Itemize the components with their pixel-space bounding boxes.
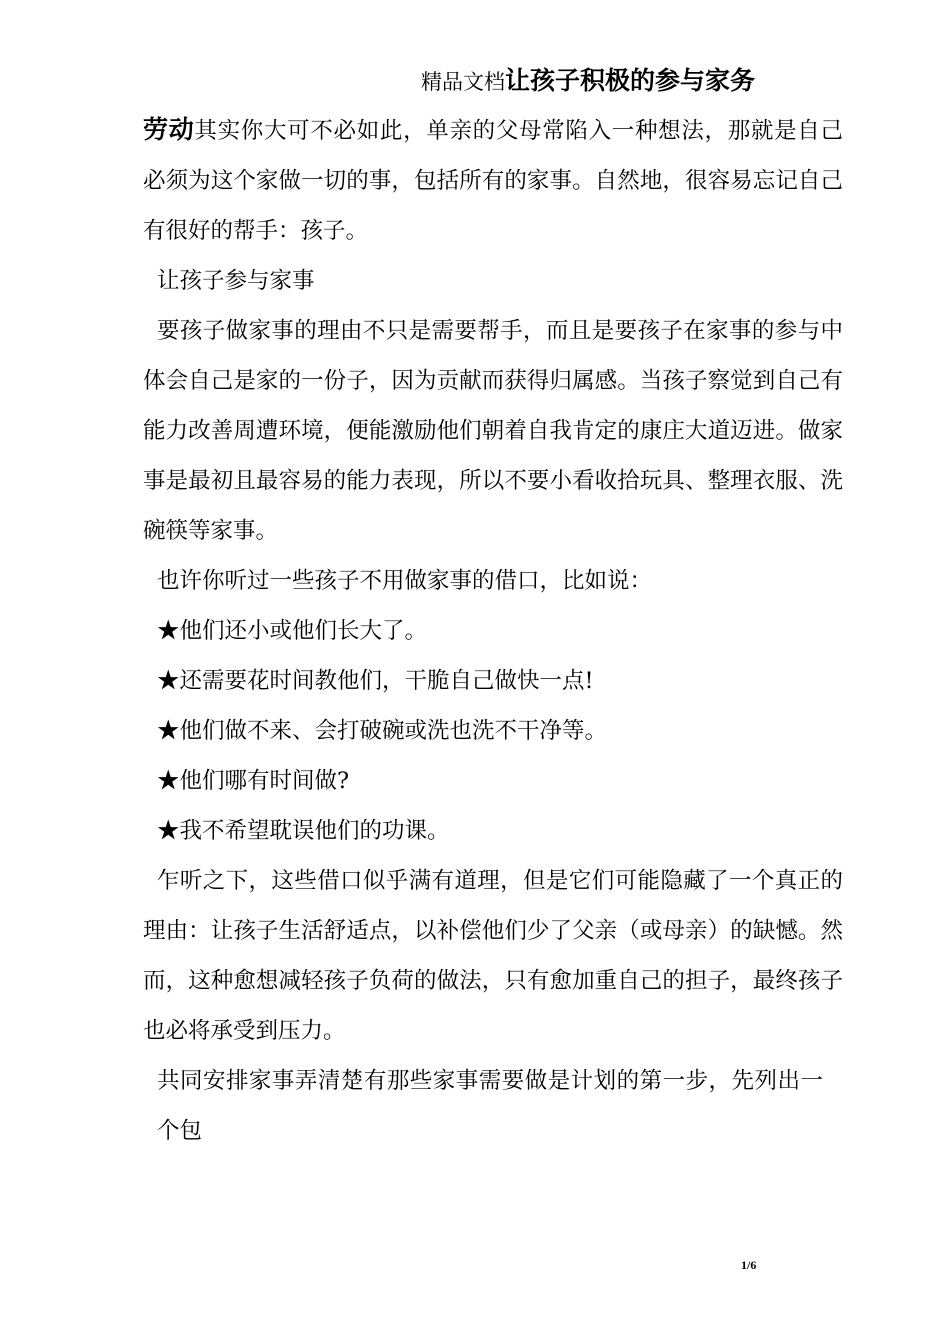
title-prefix: 精品文档	[421, 70, 505, 94]
paragraph-reasons	[143, 306, 843, 556]
page-number: 1/6	[741, 1258, 757, 1272]
list-item: ★他们哪有时间做?	[157, 768, 350, 794]
paragraph-reasons-text: 要孩子做家事的理由不只是需要帮手，而且是要孩子在家事的参与中体会自己是家的一份子，因为贡献而获得归属感。当孩子察觉到自己有能力改善周遭环境，便能激励他们朝着自我肯定的康庄大道迈进。做家事是最初且最容易的能力表现，所以不要小看收拾玩具、整理衣服、洗碗筷等家事。	[143, 318, 843, 544]
intro-text: 其实你大可不必如此，单亲的父母常陷入一种想法，那就是自己必须为这个家做一切的事，包括所有的家事。自然地，很容易忘记自己有很好的帮手：孩子。	[143, 118, 843, 244]
list-item: ★还需要花时间教他们，干脆自己做快一点!	[157, 668, 594, 694]
title-bold: 让孩子积极的参与家务	[505, 66, 756, 95]
intro-lead-bold: 劳动	[143, 115, 195, 144]
paragraph-hidden-reason	[143, 856, 843, 1056]
page-title	[143, 66, 843, 96]
section-heading: 让孩子参与家事	[157, 268, 315, 294]
paragraph-excuses-intro: 也许你听过一些孩子不用做家事的借口，比如说：	[157, 568, 653, 594]
list-item: ★他们还小或他们长大了。	[157, 618, 428, 644]
paragraph-hidden-reason-text: 乍听之下，这些借口似乎满有道理，但是它们可能隐藏了一个真正的理由：让孩子生活舒适点，以补偿他们少了父亲（或母亲）的缺憾。然而，这种愈想减轻孩子负荷的做法，只有愈加重自己的担子，最终孩子也必将承受到压力。	[143, 868, 843, 1044]
document-body	[143, 66, 843, 1156]
intro-paragraph	[143, 105, 843, 256]
list-item: ★我不希望耽误他们的功课。	[157, 818, 450, 844]
paragraph-arrange-chores: 共同安排家事弄清楚有那些家事需要做是计划的第一步，先列出一个包	[157, 1068, 823, 1144]
list-item: ★他们做不来、会打破碗或洗也洗不干净等。	[157, 718, 608, 744]
